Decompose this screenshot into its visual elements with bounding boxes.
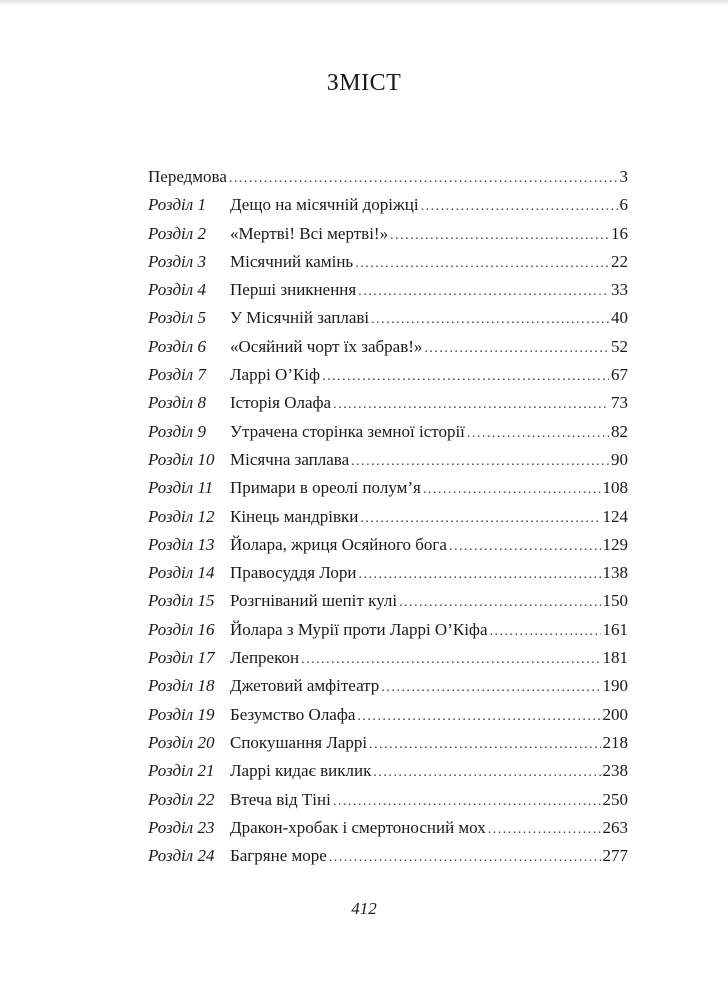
toc-entry bbox=[148, 474, 628, 502]
chapter-label: Розділ 1 bbox=[148, 195, 206, 215]
dot-leader bbox=[358, 278, 609, 306]
page-number: 412 bbox=[351, 899, 377, 918]
page-reference: 263 bbox=[602, 817, 628, 837]
chapter-title: Місячний камінь bbox=[230, 251, 354, 271]
chapter-label: Розділ 12 bbox=[148, 506, 215, 526]
dot-leader bbox=[373, 759, 600, 787]
chapter-label: Розділ 8 bbox=[148, 393, 206, 413]
chapter-label: Розділ 24 bbox=[148, 846, 215, 866]
chapter-title: Безумство Олафа bbox=[230, 704, 356, 724]
dot-leader bbox=[333, 391, 609, 419]
chapter-title: Лепрекон bbox=[230, 648, 300, 668]
chapter-label: Розділ 3 bbox=[148, 251, 206, 271]
dot-leader bbox=[322, 363, 609, 391]
toc-entry bbox=[148, 191, 628, 219]
page-reference: 218 bbox=[602, 732, 628, 752]
page-reference: 250 bbox=[602, 789, 628, 809]
page-reference: 190 bbox=[602, 676, 628, 696]
dot-leader bbox=[355, 250, 609, 278]
chapter-label: Розділ 20 bbox=[148, 732, 215, 752]
toc-entry bbox=[148, 587, 628, 615]
toc-entry bbox=[148, 220, 628, 248]
chapter-label: Розділ 16 bbox=[148, 619, 215, 639]
toc-entry bbox=[148, 304, 628, 332]
chapter-label: Розділ 13 bbox=[148, 534, 215, 554]
chapter-label: Розділ 10 bbox=[148, 449, 215, 469]
dot-leader bbox=[357, 703, 600, 731]
dot-leader bbox=[360, 505, 600, 533]
dot-leader bbox=[358, 561, 600, 589]
chapter-title: Правосуддя Лори bbox=[230, 563, 357, 583]
page-reference: 6 bbox=[619, 195, 628, 215]
page-reference: 238 bbox=[602, 761, 628, 781]
toc-entry bbox=[148, 418, 628, 446]
chapter-title: Йолара з Мурії проти Ларрі О’Кіфа bbox=[230, 619, 488, 639]
page-reference: 16 bbox=[611, 223, 628, 243]
page-top-edge bbox=[0, 0, 728, 5]
chapter-title: Дракон-хробак і смертоносний мох bbox=[230, 817, 486, 837]
chapter-label: Розділ 11 bbox=[148, 478, 214, 498]
chapter-label: Розділ 14 bbox=[148, 563, 215, 583]
toc-entry bbox=[148, 276, 628, 304]
chapter-label: Розділ 6 bbox=[148, 336, 206, 356]
chapter-label: Розділ 18 bbox=[148, 676, 215, 696]
chapter-label: Розділ 19 bbox=[148, 704, 215, 724]
dot-leader bbox=[229, 165, 618, 193]
chapter-title: Багряне море bbox=[230, 846, 327, 866]
dot-leader bbox=[351, 448, 609, 476]
chapter-title: Перші зникнення bbox=[230, 280, 357, 300]
dot-leader bbox=[369, 731, 600, 759]
chapter-title: Утрачена сторінка земної історії bbox=[230, 421, 465, 441]
toc-entry bbox=[148, 333, 628, 361]
chapter-title: У Місячній заплаві bbox=[230, 308, 370, 328]
toc-entry bbox=[148, 389, 628, 417]
dot-leader bbox=[490, 618, 601, 646]
page-reference: 161 bbox=[602, 619, 628, 639]
dot-leader bbox=[423, 476, 601, 504]
chapter-title: Кінець мандрівки bbox=[230, 506, 359, 526]
chapter-label: Розділ 17 bbox=[148, 648, 215, 668]
chapter-title: Розгніваний шепіт кулі bbox=[230, 591, 398, 611]
page-reference: 67 bbox=[611, 365, 628, 385]
chapter-label: Розділ 5 bbox=[148, 308, 206, 328]
page-reference: 40 bbox=[611, 308, 628, 328]
dot-leader bbox=[449, 533, 601, 561]
page-reference: 22 bbox=[611, 251, 628, 271]
page-reference: 150 bbox=[602, 591, 628, 611]
page-reference: 33 bbox=[611, 280, 628, 300]
page-reference: 181 bbox=[602, 648, 628, 668]
page-reference: 90 bbox=[611, 449, 628, 469]
dot-leader bbox=[399, 589, 600, 617]
page-reference: 200 bbox=[602, 704, 628, 724]
toc-entry bbox=[148, 361, 628, 389]
page-reference: 277 bbox=[602, 846, 628, 866]
chapter-title: «Мертві! Всі мертві!» bbox=[230, 223, 389, 243]
chapter-title: Йолара, жриця Осяйного бога bbox=[230, 534, 447, 554]
toc-entry bbox=[148, 644, 628, 672]
toc-entry bbox=[148, 786, 628, 814]
dot-leader bbox=[421, 193, 618, 221]
toc-entry bbox=[148, 842, 628, 870]
toc-entry bbox=[148, 248, 628, 276]
dot-leader bbox=[333, 788, 601, 816]
page-title: ЗМІСТ bbox=[326, 70, 402, 96]
chapter-title: Спокушання Ларрі bbox=[230, 732, 368, 752]
toc-entry bbox=[148, 672, 628, 700]
toc-entry bbox=[148, 446, 628, 474]
chapter-label: Розділ 9 bbox=[148, 421, 206, 441]
chapter-label: Розділ 22 bbox=[148, 789, 215, 809]
chapter-title: Примари в ореолі полум’я bbox=[230, 478, 421, 498]
chapter-title: Передмова bbox=[148, 167, 227, 186]
dot-leader bbox=[467, 420, 609, 448]
page-reference: 129 bbox=[602, 534, 628, 554]
page-reference: 108 bbox=[602, 478, 628, 498]
page-reference: 52 bbox=[611, 336, 628, 356]
chapter-label: Розділ 21 bbox=[148, 761, 215, 781]
chapter-label: Розділ 4 bbox=[148, 280, 206, 300]
dot-leader bbox=[424, 335, 609, 363]
toc-entry bbox=[148, 616, 628, 644]
toc-entry bbox=[148, 503, 628, 531]
dot-leader bbox=[329, 844, 601, 872]
page-reference: 82 bbox=[611, 421, 628, 441]
chapter-title: Історія Олафа bbox=[230, 393, 332, 413]
dot-leader bbox=[301, 646, 600, 674]
toc-entry bbox=[148, 163, 628, 191]
toc-entry bbox=[148, 701, 628, 729]
chapter-title: Джетовий амфітеатр bbox=[230, 676, 380, 696]
page-reference: 138 bbox=[602, 563, 628, 583]
chapter-label: Розділ 23 bbox=[148, 817, 215, 837]
chapter-title: Ларрі кидає виклик bbox=[230, 761, 372, 781]
page-reference: 73 bbox=[611, 393, 628, 413]
dot-leader bbox=[390, 222, 609, 250]
dot-leader bbox=[371, 306, 609, 334]
dot-leader bbox=[488, 816, 601, 844]
chapter-label: Розділ 2 bbox=[148, 223, 206, 243]
chapter-label: Розділ 7 bbox=[148, 365, 206, 385]
dot-leader bbox=[381, 674, 600, 702]
toc-entry bbox=[148, 531, 628, 559]
toc-entry bbox=[148, 814, 628, 842]
chapter-title: «Осяйний чорт їх забрав!» bbox=[230, 336, 423, 356]
chapter-label: Розділ 15 bbox=[148, 591, 215, 611]
toc-entry bbox=[148, 559, 628, 587]
chapter-title: Дещо на місячній доріжці bbox=[230, 195, 419, 215]
page-reference: 124 bbox=[602, 506, 628, 526]
chapter-title: Місячна заплава bbox=[230, 449, 350, 469]
page-reference: 3 bbox=[619, 167, 628, 186]
toc-entry bbox=[148, 729, 628, 757]
chapter-title: Ларрі О’Кіф bbox=[230, 365, 321, 385]
table-of-contents bbox=[148, 163, 628, 870]
toc-entry bbox=[148, 757, 628, 785]
chapter-title: Втеча від Тіні bbox=[230, 789, 331, 809]
